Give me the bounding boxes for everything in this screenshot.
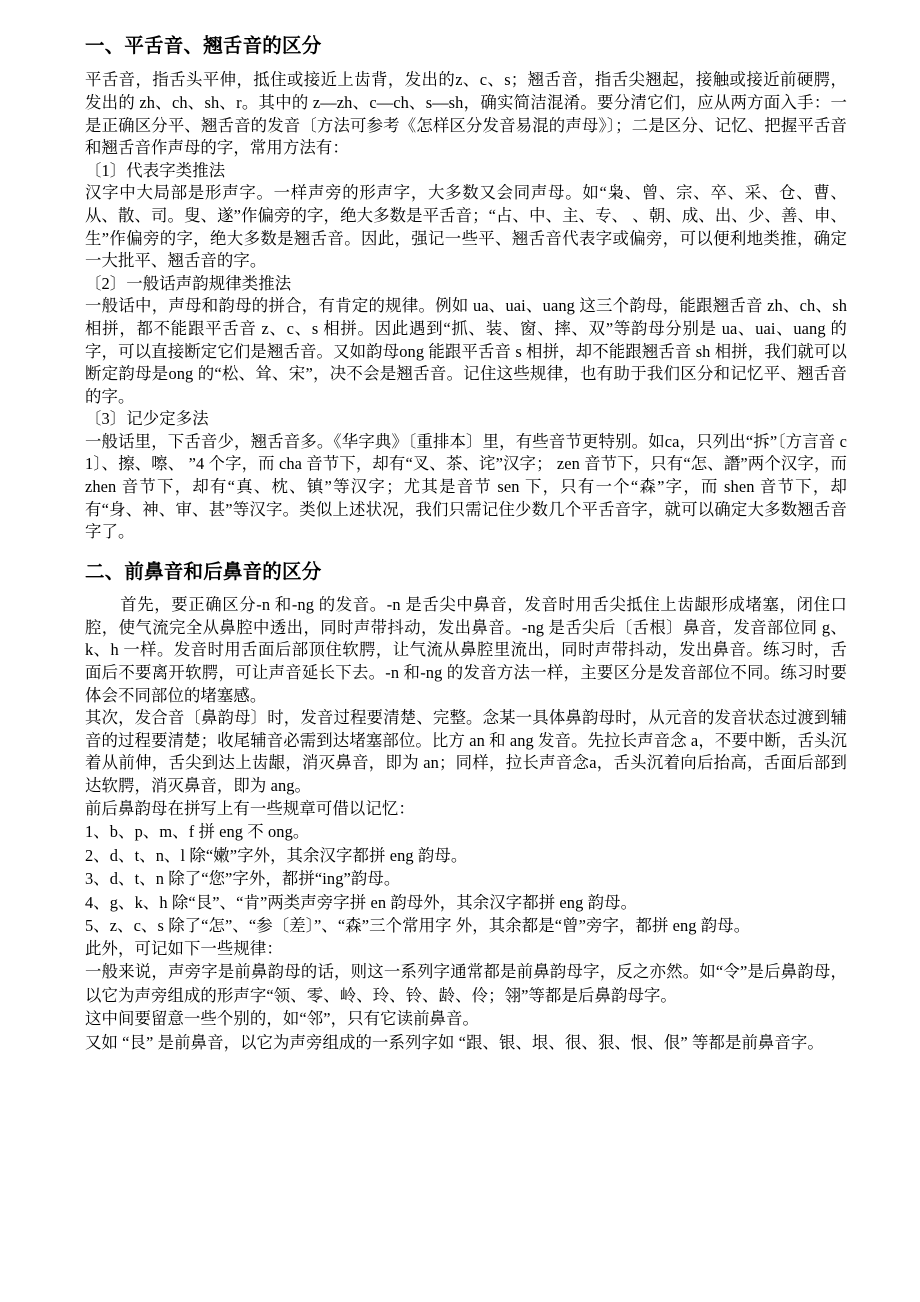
method-3-label: 〔3〕记少定多法 — [85, 409, 209, 429]
method-1-label: 〔1〕代表字类推法 — [85, 160, 226, 180]
extra-paragraph-2: 这中间要留意一些个别的，如“邻”，只有它读前鼻音。 — [85, 1009, 480, 1029]
rule-item-4: 4、g、k、h 除“艮”、“肯”两类声旁字拼 en 韵母外，其余汉字都拼 eng 韵母。 — [85, 892, 638, 912]
rules-intro-text: 前后鼻韵母在拼写上有一些规章可借以记忆： — [85, 798, 415, 818]
section-two-paragraph-2: 其次，发合音〔鼻韵母〕时，发音过程要清楚、完整。念某一具体鼻韵母时，从元音的发音状态过渡到辅音的过程要清楚；收尾辅音必需到达堵塞部位。比方 an 和 ang 发音。先拉长声音念 a，不要中断，舌头沉着从前伸，舌尖到达上齿龈，消灭鼻音，即为 an；同样，拉长声音念a，舌头沉着向后抬高，舌面后部到达软腭，消灭鼻音，即为 ang。 — [85, 708, 847, 795]
method-3-text: 一般话里，下舌音少，翘舌音多。《华字典》〔重排本〕里，有些音节更特别。如ca，只列出“拆”〔方言音 c1〕、擦、嚓、 ”4 个字，而 cha 音节下，却有“叉、茶、诧”汉字； zen 音节下，只有“怎、譖”两个汉字，而 zhen 音节下，却有“真、枕、镇”等汉字；尤其是音节 sen 下，只有一个“森”字，而 shen 音节下，却有“身、神、审、甚”等汉字。类似上述状况，我们只需记住少数几个平舌音字，就可以确定大多数翘舌音字了。 — [85, 431, 847, 542]
method-2-text: 一般话中，声母和韵母的拼合，有肯定的规律。例如 ua、uai、uang 这三个韵母，能跟翘舌音 zh、ch、sh 相拼，都不能跟平舌音 z、c、s 相拼。因此遇到“抓、装、窗、摔、双”等韵母分别是 ua、uai、uang 的字，可以直接断定它们是翘舌音。又如韵母ong 能跟平舌音 s 相拼，却不能跟翘舌音 sh 相拼，我们就可以断定韵母是ong 的“松、耸、宋”，决不会是翘舌音。记住这些规律，也有助于我们区分和记忆平、翘舌音的字。 — [85, 296, 847, 406]
rule-item-3: 3、d、t、n 除了“您”字外，都拼“ing”韵母。 — [85, 869, 401, 889]
section-heading-two: 二、前鼻音和后鼻音的区分 — [85, 560, 322, 583]
rule-item-5: 5、z、c、s 除了“怎”、“参〔差〕”、“森”三个常用字 外，其余都是“曾”旁字，都拼 eng 韵母。 — [85, 916, 751, 936]
method-1-text: 汉字中大局部是形声字。一样声旁的形声字，大多数又会同声母。如“枭、曾、宗、卒、采、仓、曹、从、散、司。叟、遂”作偏旁的字，绝大多数是平舌音；“占、中、主、专、 、朝、成、出、少、善、申、生”作偏旁的字，绝大多数是翘舌音。因此，强记一些平、翘舌音代表字或偏旁，可以便利地类推，确定一大批平、翘舌音的字。 — [85, 183, 847, 271]
rule-item-2: 2、d、t、n、l 除“嫩”字外，其余汉字都拼 eng 韵母。 — [85, 845, 468, 865]
section-two-paragraph-1: 首先，要正确区分-n 和-ng 的发音。-n 是舌尖中鼻音，发音时用舌尖抵住上齿龈形成堵塞，闭住口腔，使气流完全从鼻腔中透出，同时声带抖动，发出鼻音。-ng 是舌尖后〔舌根〕鼻音，发音部位同 g、k、h 一样。发音时用舌面后部顶住软腭，让气流从鼻腔里流出，同时声带抖动，发出鼻音。练习时，舌面后不要离开软腭，可让声音延长下去。-n 和-ng 的发音方法一样，主要区分是发音部位不同。练习时要体会不同部位的堵塞感。 — [85, 595, 847, 705]
section-heading-one: 一、平舌音、翘舌音的区分 — [85, 35, 322, 57]
document-body — [85, 34, 847, 1054]
extra-paragraph-3: 又如 “艮” 是前鼻音，以它为声旁组成的一系列字如 “跟、银、垠、很、狠、恨、佷” 等都是前鼻音字。 — [85, 1032, 824, 1052]
extra-rules-intro-text: 此外，可记如下一些规律： — [85, 938, 283, 958]
rule-item-1: 1、b、p、m、f 拼 eng 不 ong。 — [85, 822, 310, 842]
extra-paragraph-1: 一般来说，声旁字是前鼻韵母的话，则这一系列字通常都是前鼻韵母字，反之亦然。如“令”是后鼻韵母，以它为声旁组成的形声字“领、零、岭、玲、铃、龄、伶；翎”等都是后鼻韵母字。 — [85, 962, 847, 1005]
section-one-intro-paragraph: 平舌音，指舌头平伸，抵住或接近上齿背，发出的z、c、s；翘舌音，指舌尖翘起，接触或接近前硬腭，发出的 zh、ch、sh、r。其中的 z—zh、c—ch、s—sh，确实简洁混淆。要分清它们，应从两方面入手：一是正确区分平、翘舌音的发音〔方法可参考《怎样区分发音易混的声母》〕；二是区分、记忆、把握平舌音和翘舌音作声母的字，常用方法有： — [85, 70, 847, 158]
method-2-label: 〔2〕一般话声韵规律类推法 — [85, 273, 292, 293]
